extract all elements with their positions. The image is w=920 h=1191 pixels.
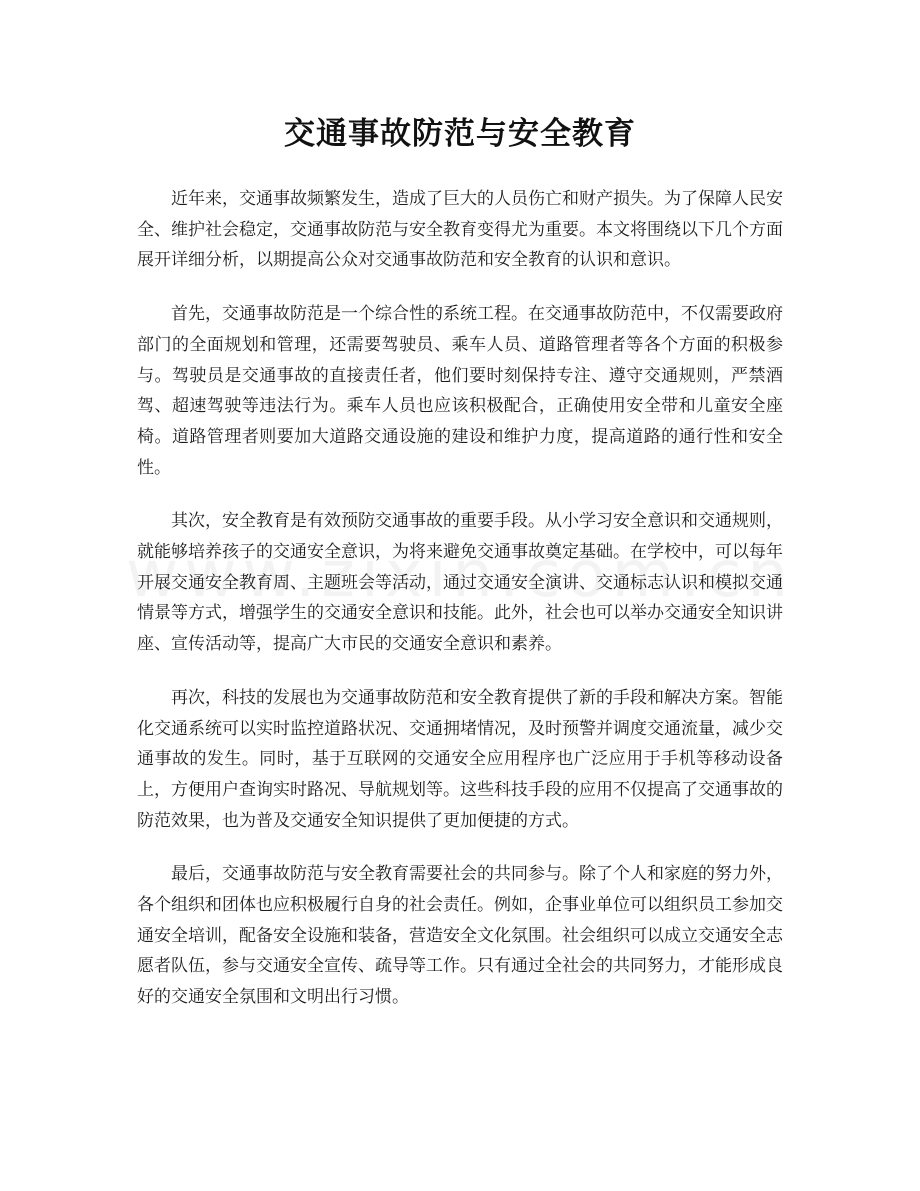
paragraph-last: 最后，交通事故防范与安全教育需要社会的共同参与。除了个人和家庭的努力外，各个组织和团体也应积极履行自身的社会责任。例如，企事业单位可以组织员工参加交通安全培训，配备安全设施和装备，营造安全文化氛围。社会组织可以成立交通安全志愿者队伍，参与交通安全宣传、疏导等工作。只有通过全社会的共同努力，才能形成良好的交通安全氛围和文明出行习惯。 xyxy=(137,864,783,1008)
paragraph-intro: 近年来，交通事故频繁发生，造成了巨大的人员伤亡和财产损失。为了保障人民安全、维护社会稳定，交通事故防范与安全教育变得尤为重要。本文将围绕以下几个方面展开详细分析，以期提高公众对交通事故防范和安全教育的认识和意识。 xyxy=(137,189,783,271)
paragraph-second: 其次，安全教育是有效预防交通事故的重要手段。从小学习安全意识和交通规则，就能够培养孩子的交通安全意识，为将来避免交通事故奠定基础。在学校中，可以每年开展交通安全教育周、主题班会等活动，通过交通安全演讲、交通标志认识和模拟交通情景等方式，增强学生的交通安全意识和技能。此外，社会也可以举办交通安全知识讲座、宣传活动等，提高广大市民的交通安全意识和素养。 xyxy=(137,511,783,655)
paragraph-first: 首先，交通事故防范是一个综合性的系统工程。在交通事故防范中，不仅需要政府部门的全面规划和管理，还需要驾驶员、乘车人员、道路管理者等各个方面的积极参与。驾驶员是交通事故的直接责任者，他们要时刻保持专注、遵守交通规则，严禁酒驾、超速驾驶等违法行为。乘车人员也应该积极配合，正确使用安全带和儿童安全座椅。道路管理者则要加大道路交通设施的建设和维护力度，提高道路的通行性和安全性。 xyxy=(137,304,783,478)
document-body xyxy=(137,184,783,1036)
paragraph-third: 再次，科技的发展也为交通事故防范和安全教育提供了新的手段和解决方案。智能化交通系统可以实时监控道路状况、交通拥堵情况，及时预警并调度交通流量，减少交通事故的发生。同时，基于互联网的交通安全应用程序也广泛应用于手机等移动设备上，方便用户查询实时路况、导航规划等。这些科技手段的应用不仅提高了交通事故的防范效果，也为普及交通安全知识提供了更加便捷的方式。 xyxy=(137,687,783,831)
document-title: 交通事故防范与安全教育 xyxy=(284,116,636,152)
